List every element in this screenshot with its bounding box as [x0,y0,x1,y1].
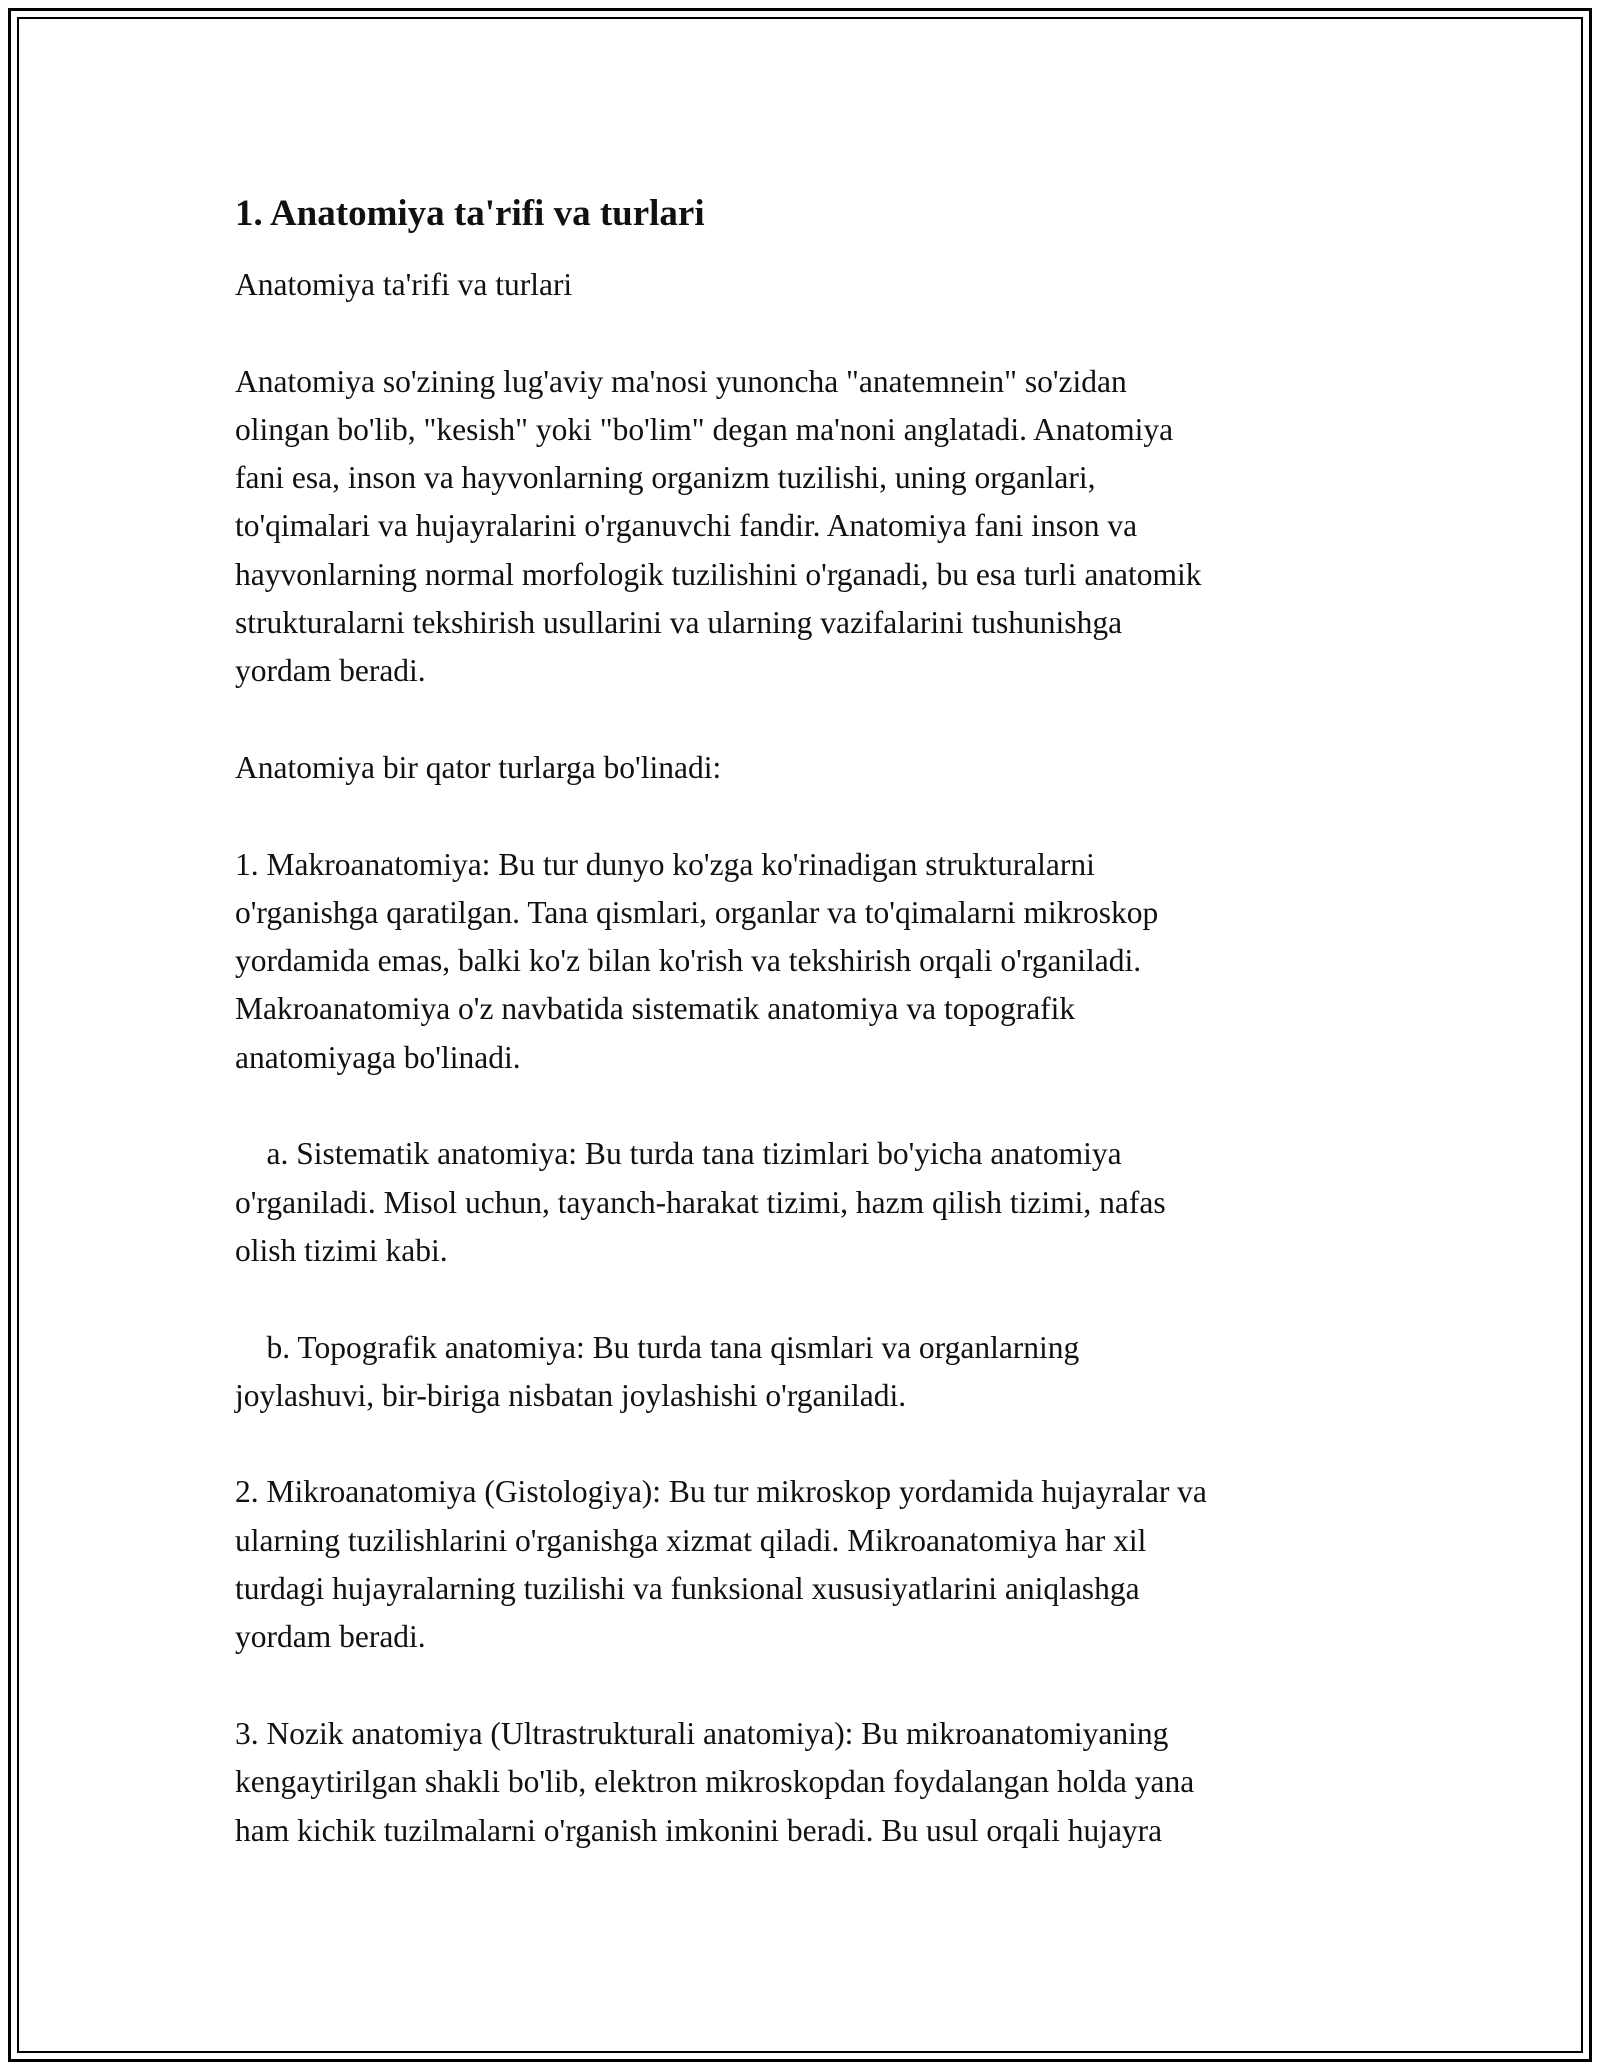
document-body [235,187,1385,1903]
paragraph-macroanatomy: 1. Makroanatomiya: Bu tur dunyo ko'zga ko'rinadigan strukturalarni o'rganishga qaratilgan. Tana qismlari, organlar va to'qimalarni mikroskop yordamida emas, balki ko'z bilan ko'rish va tekshirish orqali o'rganiladi. Makroanatomiya o'z navbatida sistematik anatomiya va topografik anatomiyaga bo'linadi. [235,846,1159,1075]
paragraph-fine-anatomy: 3. Nozik anatomiya (Ultrastrukturali anatomiya): Bu mikroanatomiyaning kengaytirilgan shakli bo'lib, elektron mikroskopdan foydalangan holda yana ham kichik tuzilmalarni o'rganish imkonini beradi. Bu usul orqali hujayra [235,1715,1195,1848]
paragraph-systematic-anatomy: a. Sistematik anatomiya: Bu turda tana tizimlari bo'yicha anatomiya o'rganiladi. Misol uchun, tayanch-harakat tizimi, hazm qilish tizimi, nafas olish tizimi kabi. [235,1136,1166,1268]
section-title: 1. Anatomiya ta'rifi va turlari [235,193,705,234]
paragraph-microanatomy: 2. Mikroanatomiya (Gistologiya): Bu tur mikroskop yordamida hujayralar va ularning tuzilishlarini o'rganishga xizmat qiladi. Mikroanatomiya har xil turdagi hujayralarning tuzilishi va funksional xususiyatlarini aniqlashga yordam beradi. [235,1474,1207,1655]
paragraph-types-intro: Anatomiya bir qator turlarga bo'linadi: [235,749,722,785]
paragraph-subtitle: Anatomiya ta'rifi va turlari [235,267,573,302]
paragraph-topographic-anatomy: b. Topografik anatomiya: Bu turda tana qismlari va organlarning joylashuvi, bir-biriga nisbatan joylashishi o'rganiladi. [235,1329,1080,1413]
paragraph-definition: Anatomiya so'zining lug'aviy ma'nosi yunoncha "anatemnein" so'zidan olingan bo'lib, "kesish" yoki "bo'lim" degan ma'noni anglatadi. Anatomiya fani esa, inson va hayvonlarning organizm tuzilishi, uning organlari, to'qimalari va hujayralarini o'rganuvchi fandir. Anatomiya fani inson va hayvonlarning normal morfologik tuzilishini o'rganadi, bu esa turli anatomik strukturalarni tekshirish usullarini va ularning vazifalarini tushunishga yordam beradi. [235,363,1202,689]
